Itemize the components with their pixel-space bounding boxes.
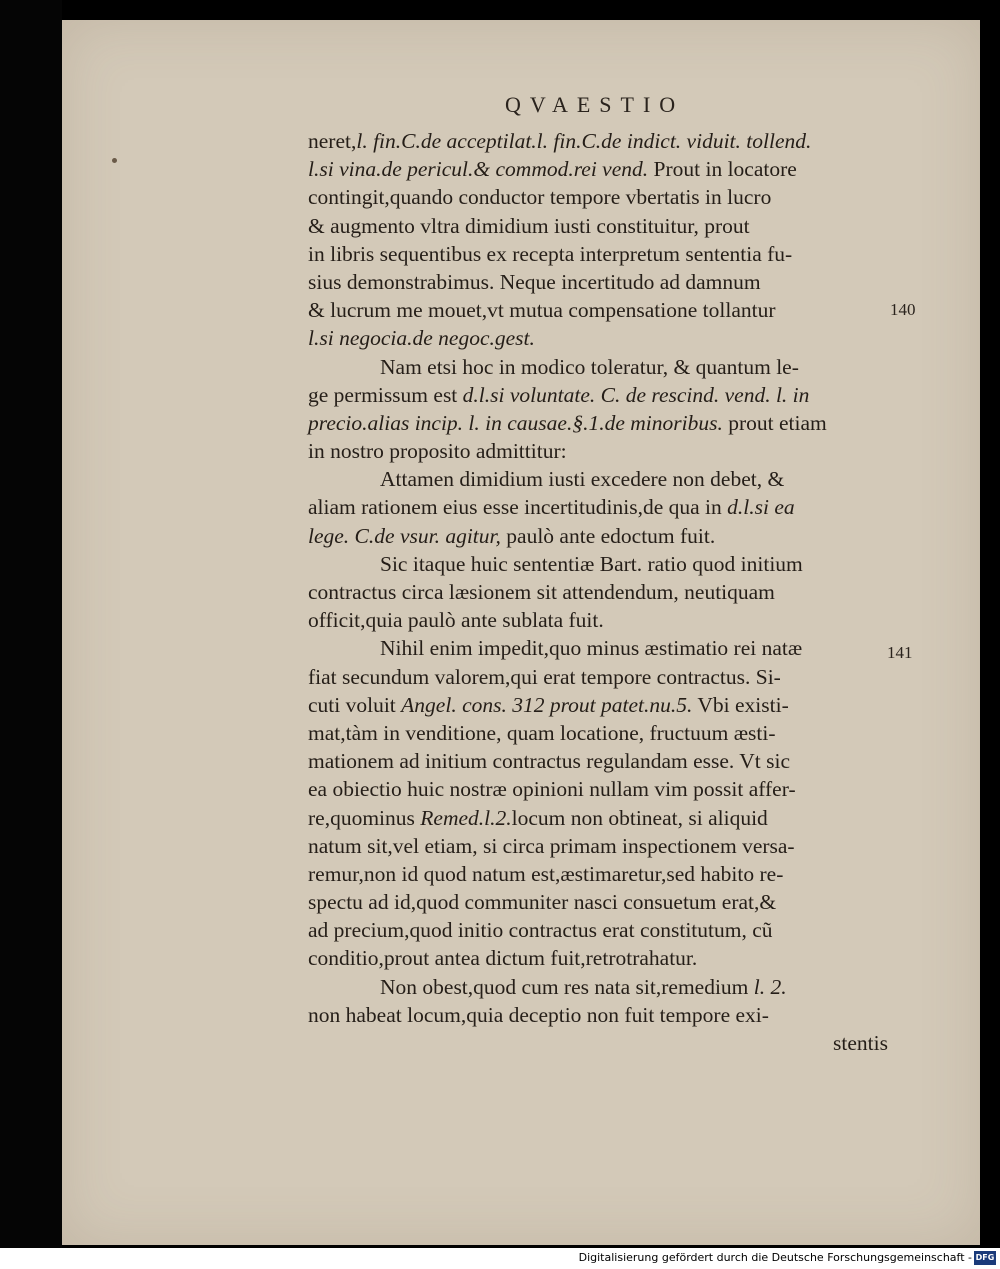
text-line	[308, 493, 888, 521]
body-text	[308, 127, 888, 1057]
citation-text: l. fin.C.de acceptilat.l. fin.C.de indict. viduit. tollend.	[356, 129, 812, 153]
body-text-run: ge permissum est	[308, 382, 463, 407]
body-text-run: Sic itaque huic sententiæ Bart. ratio quod initium	[380, 551, 803, 576]
body-text-run: spectu ad id,quod communiter nasci consuetum erat,&	[308, 890, 777, 915]
text-line	[308, 437, 888, 465]
text-line	[308, 1001, 888, 1029]
citation-text: precio.alias incip. l. in causae.§.1.de minoribus.	[308, 410, 723, 435]
scan-border-right	[980, 0, 1000, 1248]
body-text-run: mat,tàm in venditione, quam locatione, fructuum æsti-	[308, 720, 776, 745]
text-line	[308, 409, 888, 437]
body-text-run: conditio,prout antea dictum fuit,retrotrahatur.	[308, 946, 698, 971]
citation-text: Remed.l.2.	[420, 805, 512, 830]
body-text-run: & augmento vltra dimidium iusti constituitur, prout	[308, 213, 750, 238]
text-line	[308, 268, 888, 296]
body-text-run: re,quominus	[308, 805, 421, 830]
citation-text: l.si vina.de pericul.& commod.rei vend.	[308, 157, 649, 182]
digitization-footer	[0, 1248, 1000, 1269]
citation-text: d.l.si voluntate. C. de rescind. vend. l. in	[462, 382, 810, 407]
text-line	[308, 550, 888, 578]
text-line	[308, 944, 888, 972]
body-text-run: locum non obtineat, si aliquid	[511, 805, 768, 830]
text-line	[308, 775, 888, 803]
margin-number-140: 140	[890, 300, 916, 319]
citation-text: l. 2.	[753, 974, 787, 999]
citation-text: l.si negocia.de negoc.gest.	[308, 326, 535, 351]
text-line	[308, 324, 888, 352]
text-line	[308, 860, 888, 888]
body-text-run: remur,non id quod natum est,æstimaretur,sed habito re-	[308, 861, 784, 886]
text-line	[308, 691, 888, 719]
text-line	[308, 832, 888, 860]
body-text-run: Prout in locatore	[648, 157, 797, 182]
running-head: QVAESTIO	[505, 92, 685, 117]
citation-text: d.l.si ea	[727, 495, 795, 520]
text-line	[308, 663, 888, 691]
body-text-run: ad precium,quod initio contractus erat constitutum, cũ	[308, 918, 773, 943]
body-text-run: Non obest,quod cum res nata sit,remedium	[380, 974, 754, 999]
text-line	[308, 888, 888, 916]
text-line	[308, 634, 888, 662]
body-text-run: non habeat locum,quia deceptio non fuit tempore exi-	[308, 1002, 769, 1027]
text-line	[308, 127, 888, 155]
footer-credit: Digitalisierung gefördert durch die Deutsche Forschungsgemeinschaft -	[578, 1251, 972, 1264]
body-text-run: cuti voluit	[308, 692, 402, 717]
body-text-run: in nostro proposito admittitur:	[308, 439, 567, 464]
body-text-run: Attamen dimidium iusti excedere non debet, &	[380, 467, 785, 492]
margin-number-141: 141	[887, 643, 913, 662]
body-text-run: fiat secundum valorem,qui erat tempore contractus. Si-	[308, 664, 781, 689]
citation-text: Angel. cons. 312 prout patet.nu.5.	[401, 692, 693, 717]
body-text-run: contingit,quando conductor tempore vbertatis in lucro	[308, 185, 772, 210]
text-line	[308, 804, 888, 832]
body-text-run: ea obiectio huic nostræ opinioni nullam vim possit affer-	[308, 777, 796, 802]
text-line	[308, 240, 888, 268]
text-line	[308, 212, 888, 240]
text-line	[308, 1029, 888, 1057]
text-line	[308, 747, 888, 775]
body-text-run: Vbi existi-	[692, 692, 789, 717]
text-line	[308, 522, 888, 550]
text-line	[308, 183, 888, 211]
text-line	[308, 353, 888, 381]
body-text-run: in libris sequentibus ex recepta interpretum sententia fu-	[308, 241, 793, 266]
citation-text: lege. C.de vsur. agitur,	[308, 523, 501, 548]
ink-spot	[112, 158, 117, 163]
body-text-run: Nihil enim impedit,quo minus æstimatio rei natæ	[380, 636, 803, 661]
text-line	[308, 606, 888, 634]
text-line	[308, 155, 888, 183]
text-line	[308, 296, 888, 324]
text-line	[308, 578, 888, 606]
body-text-run: paulò ante edoctum fuit.	[500, 523, 716, 548]
text-line	[308, 973, 888, 1001]
text-line	[308, 465, 888, 493]
body-text-run: stentis	[833, 1031, 888, 1055]
text-line	[308, 916, 888, 944]
text-line	[308, 381, 888, 409]
body-text-run: aliam rationem eius esse incertitudinis,de qua in	[308, 495, 728, 520]
text-line	[308, 719, 888, 747]
body-text-run: neret,	[308, 129, 357, 153]
body-text-run: Nam etsi hoc in modico toleratur, & quantum le-	[380, 354, 799, 379]
body-text-run: mationem ad initium contractus regulandam esse. Vt sic	[308, 749, 791, 774]
body-text-run: & lucrum me mouet,vt mutua compensatione tollantur	[308, 298, 776, 323]
body-text-run: prout etiam	[722, 410, 827, 435]
body-text-run: contractus circa læsionem sit attendendum, neutiquam	[308, 580, 775, 604]
body-text-run: natum sit,vel etiam, si circa primam inspectionem versa-	[308, 833, 795, 858]
body-text-run: officit,quia paulò ante sublata fuit.	[308, 608, 604, 633]
dfg-logo: DFG	[974, 1251, 996, 1265]
scan-border-left	[0, 0, 62, 1248]
body-text-run: sius demonstrabimus. Neque incertitudo ad damnum	[308, 269, 761, 294]
